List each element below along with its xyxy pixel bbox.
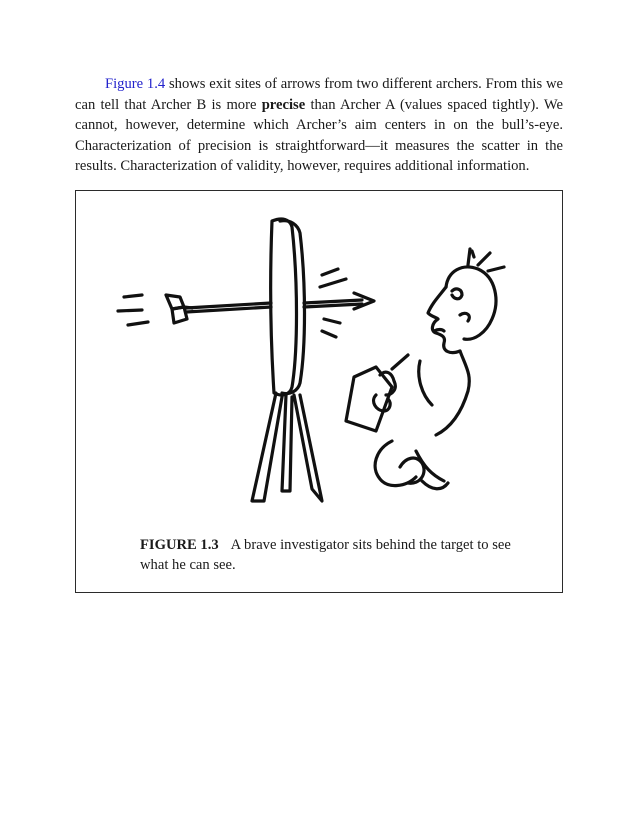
figure-caption: [140, 535, 520, 575]
target-icon: [271, 219, 305, 395]
investigator-icon: [346, 249, 504, 489]
motion-lines-icon: [118, 295, 148, 325]
figure-box: [75, 190, 563, 593]
paragraph-text-part-1: shows exit sites of arrows from two different archers. From this we can tell that Archer B is more: [75, 76, 563, 113]
arrow-exit-icon: [304, 300, 362, 303]
emphasis-precise: precise: [261, 96, 306, 113]
body-paragraph: [75, 74, 563, 177]
tripod-icon: [252, 393, 322, 501]
figure-reference-link[interactable]: Figure 1.4: [105, 76, 166, 92]
figure-caption-text: A brave investigator sits behind the target to see what he can see.: [140, 537, 511, 573]
paragraph-text-part-2: than Archer A (values spaced tightly). We cannot, however, determine which Archer’s aim centers in on the bull’s-eye. Characterization of precision is straightforward—it measures the scatter in the results. Characterization of validity, however, requires additional information.: [75, 96, 563, 175]
figure-label: FIGURE 1.3: [140, 537, 219, 553]
figure-illustration: [76, 191, 562, 521]
